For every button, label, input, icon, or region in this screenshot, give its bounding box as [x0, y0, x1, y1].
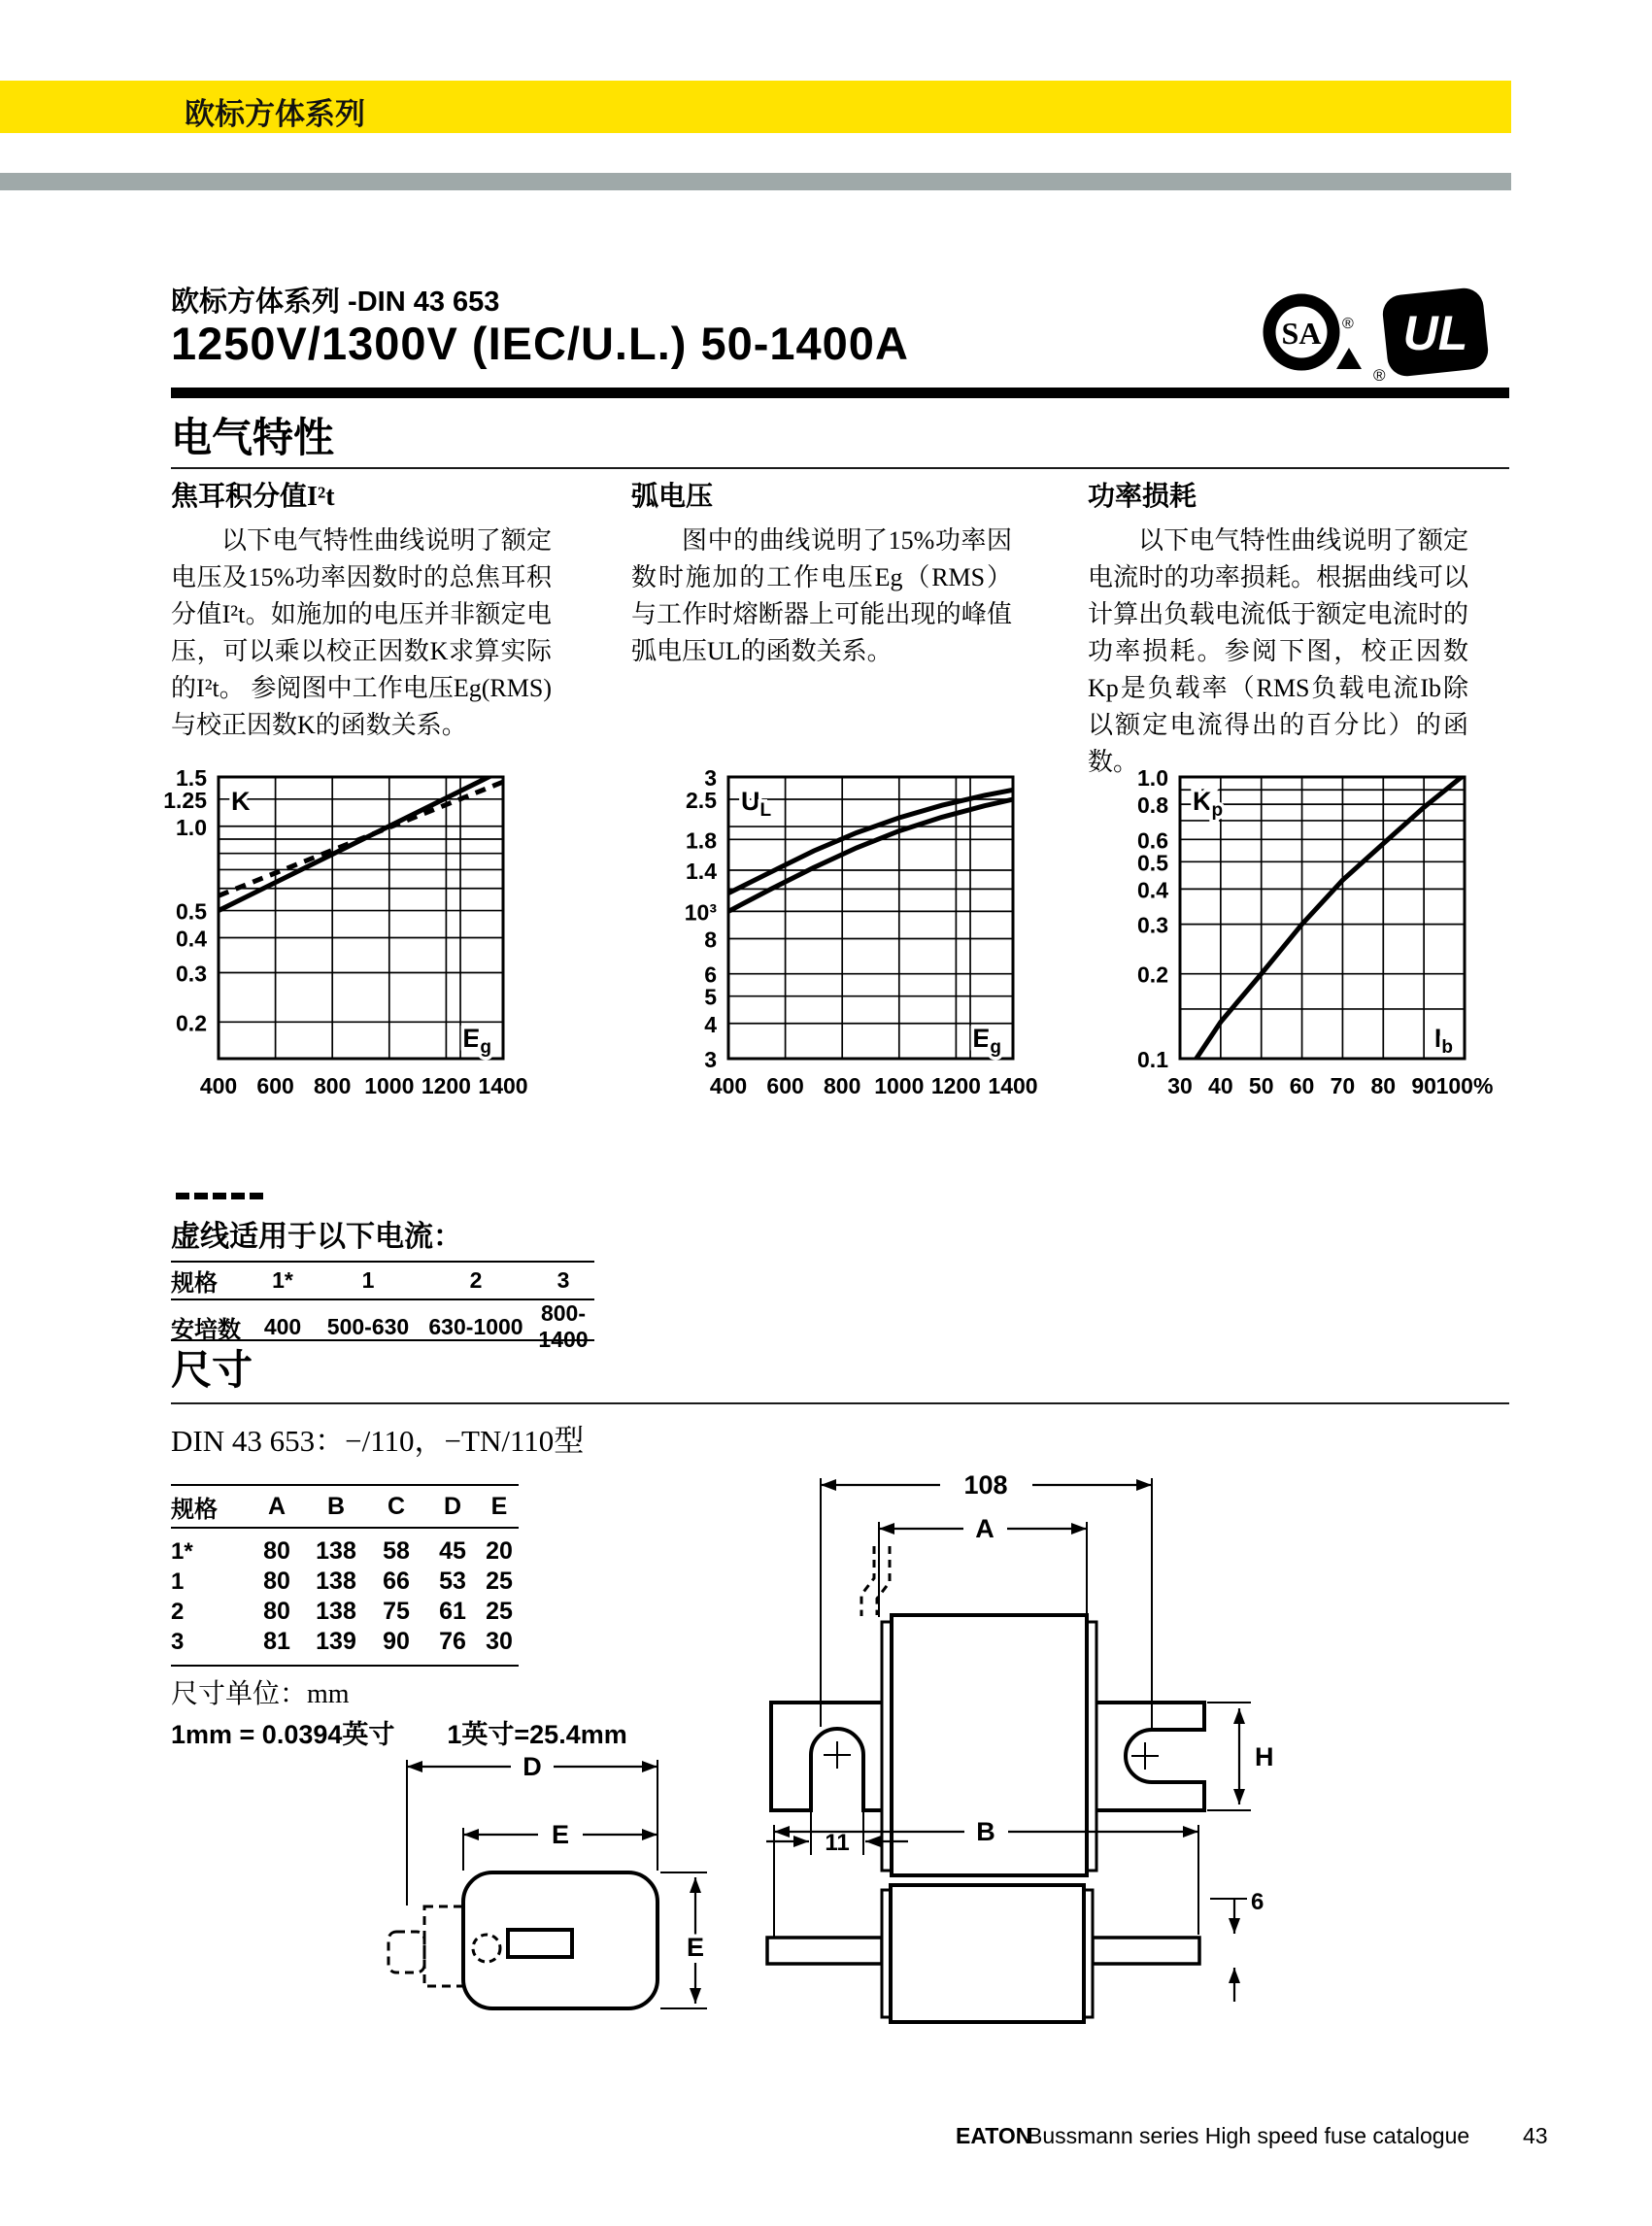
y-tick-label: 0.3	[176, 961, 207, 987]
dim-label-b: B	[976, 1817, 995, 1846]
dim-cell: 90	[383, 1628, 410, 1655]
y-tick-label: 0.4	[1137, 877, 1168, 903]
k-correction-chart	[126, 767, 544, 1102]
amp-header-cell: 1*	[272, 1267, 293, 1293]
x-tick-label: 1200	[421, 1073, 471, 1098]
series-subtitle: 欧标方体系列 -DIN 43 653	[171, 287, 500, 318]
csa-letters: SA	[1281, 316, 1322, 351]
column-arc-voltage-heading: 弧电压	[631, 482, 714, 512]
column-i2t	[171, 481, 552, 744]
dim-cell: 3	[171, 1628, 185, 1655]
arc-voltage-chart	[636, 767, 1054, 1102]
left-blade-strip	[767, 1938, 882, 1964]
x-tick-label: 600	[256, 1073, 294, 1098]
ul-logo-icon	[1371, 280, 1503, 388]
dim-cell: 25	[486, 1568, 513, 1595]
y-tick-label: 0.8	[1137, 793, 1168, 819]
fuse-body-length	[891, 1885, 1084, 2022]
dim-header-cell: D	[443, 1492, 462, 1520]
y-tick-label: 6	[704, 961, 717, 988]
x-tick-label: 800	[314, 1073, 352, 1098]
amp-header-cell: 2	[469, 1267, 483, 1293]
y-tick-label: 0.3	[1137, 912, 1168, 938]
unit-note: 尺寸单位：mm	[171, 1679, 350, 1709]
dim-label-h: H	[1255, 1742, 1274, 1771]
page-title: 1250V/1300V (IEC/U.L.) 50-1400A	[171, 318, 909, 369]
x-tick-label: 100%	[1435, 1073, 1494, 1098]
y-tick-label: 10³	[684, 899, 717, 926]
din-type-line: DIN 43 653：−/110，−TN/110型	[171, 1424, 585, 1458]
column-arc-voltage	[631, 481, 1012, 670]
dim-label-d: D	[523, 1752, 542, 1781]
left-blade	[771, 1703, 892, 1810]
y-tick-label: 2.5	[686, 787, 717, 813]
dim-cell: 80	[263, 1598, 290, 1625]
dim-cell: 53	[439, 1568, 466, 1595]
axis-label-bottom-right: $I_b$	[1433, 1024, 1453, 1058]
x-tick-label: 80	[1370, 1073, 1397, 1098]
y-tick-label: 1.0	[1137, 767, 1168, 791]
y-tick-label: 4	[704, 1011, 717, 1037]
x-tick-label: 30	[1167, 1073, 1193, 1098]
dimensions-section-title: 尺寸	[171, 1349, 253, 1394]
dim-cell: 139	[316, 1628, 356, 1655]
gray-divider-bar	[0, 173, 1511, 190]
column-arc-voltage-body: 图中的曲线说明了15%功率因数时施加的工作电压Eg（RMS）与工作时熔断器上可能出现的峰值弧电压UL的函数关系。	[631, 526, 1012, 665]
dim-header-cell: 规格	[171, 1496, 218, 1523]
dim-cell: 80	[263, 1568, 290, 1595]
x-tick-label: 400	[709, 1073, 748, 1098]
column-power-loss	[1088, 481, 1468, 781]
y-tick-label: 5	[704, 984, 717, 1010]
dim-cell: 2	[171, 1598, 185, 1625]
dashed-current-table	[171, 1261, 594, 1352]
dim-label-e: E	[551, 1820, 570, 1849]
banner-title: 欧标方体系列	[185, 97, 365, 131]
y-tick-label: 1.4	[686, 858, 717, 884]
y-tick-label: 1.8	[686, 827, 717, 854]
x-tick-label: 1000	[364, 1073, 415, 1098]
axis-label-top-left: $U_L$	[741, 787, 772, 821]
y-tick-label: 8	[704, 927, 717, 953]
striker-tip-dashed	[388, 1932, 424, 1973]
y-tick-label: 1.25	[163, 787, 207, 813]
indicator-window	[508, 1930, 572, 1957]
footer-page-number: 43	[1523, 2123, 1548, 2148]
column-i2t-body: 以下电气特性曲线说明了额定电压及15%功率因数时的总焦耳积分值I²t。如施加的电压并非额定电压，可以乘以校正因数K求算实际的I²t。 参阅图中工作电压Eg(RMS)与校正因数K的函数关系。	[171, 526, 552, 739]
dim-cell: 75	[383, 1598, 410, 1625]
dim-cell: 25	[486, 1598, 513, 1625]
column-power-loss-body: 以下电气特性曲线说明了额定电流时的功率损耗。根据曲线可以计算出负载电流低于额定电流时的功率损耗。参阅下图，校正因数Kp是负载率（RMS负载电流Ib除以额定电流得出的百分比）的函数。	[1088, 526, 1468, 776]
footer-title: Bussmann series High speed fuse catalogue	[1028, 2123, 1470, 2148]
dim-cell: 1*	[171, 1537, 193, 1565]
csa-logo-icon	[1259, 287, 1373, 388]
x-tick-label: 1400	[478, 1073, 528, 1098]
dim-cell: 80	[263, 1537, 290, 1565]
x-tick-label: 1000	[874, 1073, 925, 1098]
dim-label-e-vertical: E	[686, 1933, 705, 1962]
dim-cell: 1	[171, 1568, 185, 1595]
y-tick-label: 1.5	[176, 767, 207, 791]
dim-cell: 30	[486, 1628, 513, 1655]
axis-label-top-left: K	[231, 787, 251, 816]
column-i2t-heading: 焦耳积分值I²t	[171, 482, 335, 512]
fuse-front-view-drawing	[766, 1470, 1274, 1875]
right-blade-strip	[1093, 1938, 1199, 1964]
y-tick-label: 3	[704, 767, 717, 791]
amp-value-cell: 400	[263, 1313, 302, 1339]
x-tick-label: 40	[1208, 1073, 1233, 1098]
amp-value-cell: 500-630	[326, 1313, 410, 1339]
dim-cell: 138	[316, 1568, 356, 1595]
dim-cell: 66	[383, 1568, 410, 1595]
y-tick-label: 0.5	[1137, 850, 1168, 876]
dim-label-108: 108	[963, 1470, 1008, 1500]
dim-cell: 45	[439, 1537, 466, 1565]
fuse-side-view-drawing	[388, 1752, 707, 2008]
amp-header-cell: 规格	[171, 1270, 218, 1297]
title-rule	[171, 388, 1509, 398]
dim-label-a: A	[975, 1514, 995, 1543]
dim-header-cell: A	[267, 1492, 287, 1520]
y-tick-label: 3	[704, 1047, 717, 1072]
dashed-note-label: 虚线适用于以下电流：	[171, 1221, 462, 1253]
amp-value-cell: 630-1000	[428, 1313, 523, 1339]
csa-registered-icon: ®	[1342, 316, 1354, 332]
conversion-note: 1mm = 0.0394英寸 1英寸=25.4mm	[171, 1720, 627, 1749]
footer-brand: EATON	[956, 2123, 1032, 2148]
dim-cell: 20	[486, 1537, 513, 1565]
csa-triangle	[1336, 348, 1362, 369]
y-tick-label: 0.1	[1137, 1047, 1168, 1072]
fuse-technical-drawings	[272, 1457, 1301, 2040]
dim-cell: 81	[263, 1628, 290, 1655]
ul-registered-icon: ®	[1373, 366, 1386, 385]
y-tick-label: 1.0	[176, 814, 207, 840]
dim-cell: 138	[316, 1537, 356, 1565]
axis-label-bottom-right: $E_g$	[972, 1024, 1001, 1058]
amp-value-cell: 安培数	[171, 1316, 241, 1343]
amp-header-cell: 1	[361, 1267, 375, 1293]
y-tick-label: 0.2	[176, 1010, 207, 1036]
dim-cell: 61	[439, 1598, 466, 1625]
amp-header-cell: 3	[556, 1267, 570, 1293]
ul-letters: UL	[1402, 306, 1468, 360]
dim-label-11: 11	[825, 1830, 850, 1856]
column-power-loss-heading: 功率损耗	[1088, 482, 1197, 512]
y-tick-label: 0.5	[176, 898, 207, 925]
dim-label-6: 6	[1251, 1889, 1264, 1915]
x-tick-label: 600	[766, 1073, 804, 1098]
power-loss-chart	[1088, 767, 1505, 1102]
amp-table-value-row	[171, 1300, 594, 1352]
axis-label-bottom-right: $E_g$	[462, 1024, 491, 1058]
dim-cell: 138	[316, 1598, 356, 1625]
striker-pin-dashed	[861, 1546, 874, 1616]
electrical-section-title: 电气特性	[171, 417, 335, 461]
x-tick-label: 90	[1411, 1073, 1436, 1098]
x-tick-label: 1200	[930, 1073, 981, 1098]
striker-outline-dashed	[424, 1906, 463, 1986]
dim-cell: 76	[439, 1628, 466, 1655]
grid	[219, 777, 503, 1059]
x-tick-label: 1400	[988, 1073, 1038, 1098]
x-tick-label: 400	[199, 1073, 238, 1098]
dim-cell: 58	[383, 1537, 410, 1565]
electrical-rule	[171, 467, 1509, 469]
dashed-line-sample	[176, 1193, 263, 1199]
x-tick-label: 70	[1330, 1073, 1356, 1098]
y-tick-label: 0.6	[1137, 827, 1168, 854]
x-tick-label: 50	[1248, 1073, 1274, 1098]
amp-value-cell: 800-1400	[538, 1300, 589, 1352]
y-tick-label: 0.4	[176, 926, 207, 952]
dimensions-rule	[171, 1402, 1509, 1404]
dim-header-cell: C	[387, 1492, 406, 1520]
axis-label-top-left: $K_p$	[1193, 787, 1224, 821]
x-tick-label: 800	[824, 1073, 861, 1098]
y-tick-label: 0.2	[1137, 961, 1168, 988]
x-tick-label: 60	[1289, 1073, 1315, 1098]
dim-header-cell: B	[326, 1492, 346, 1520]
dim-header-cell: E	[490, 1492, 508, 1520]
amp-table-header-row	[171, 1263, 594, 1300]
